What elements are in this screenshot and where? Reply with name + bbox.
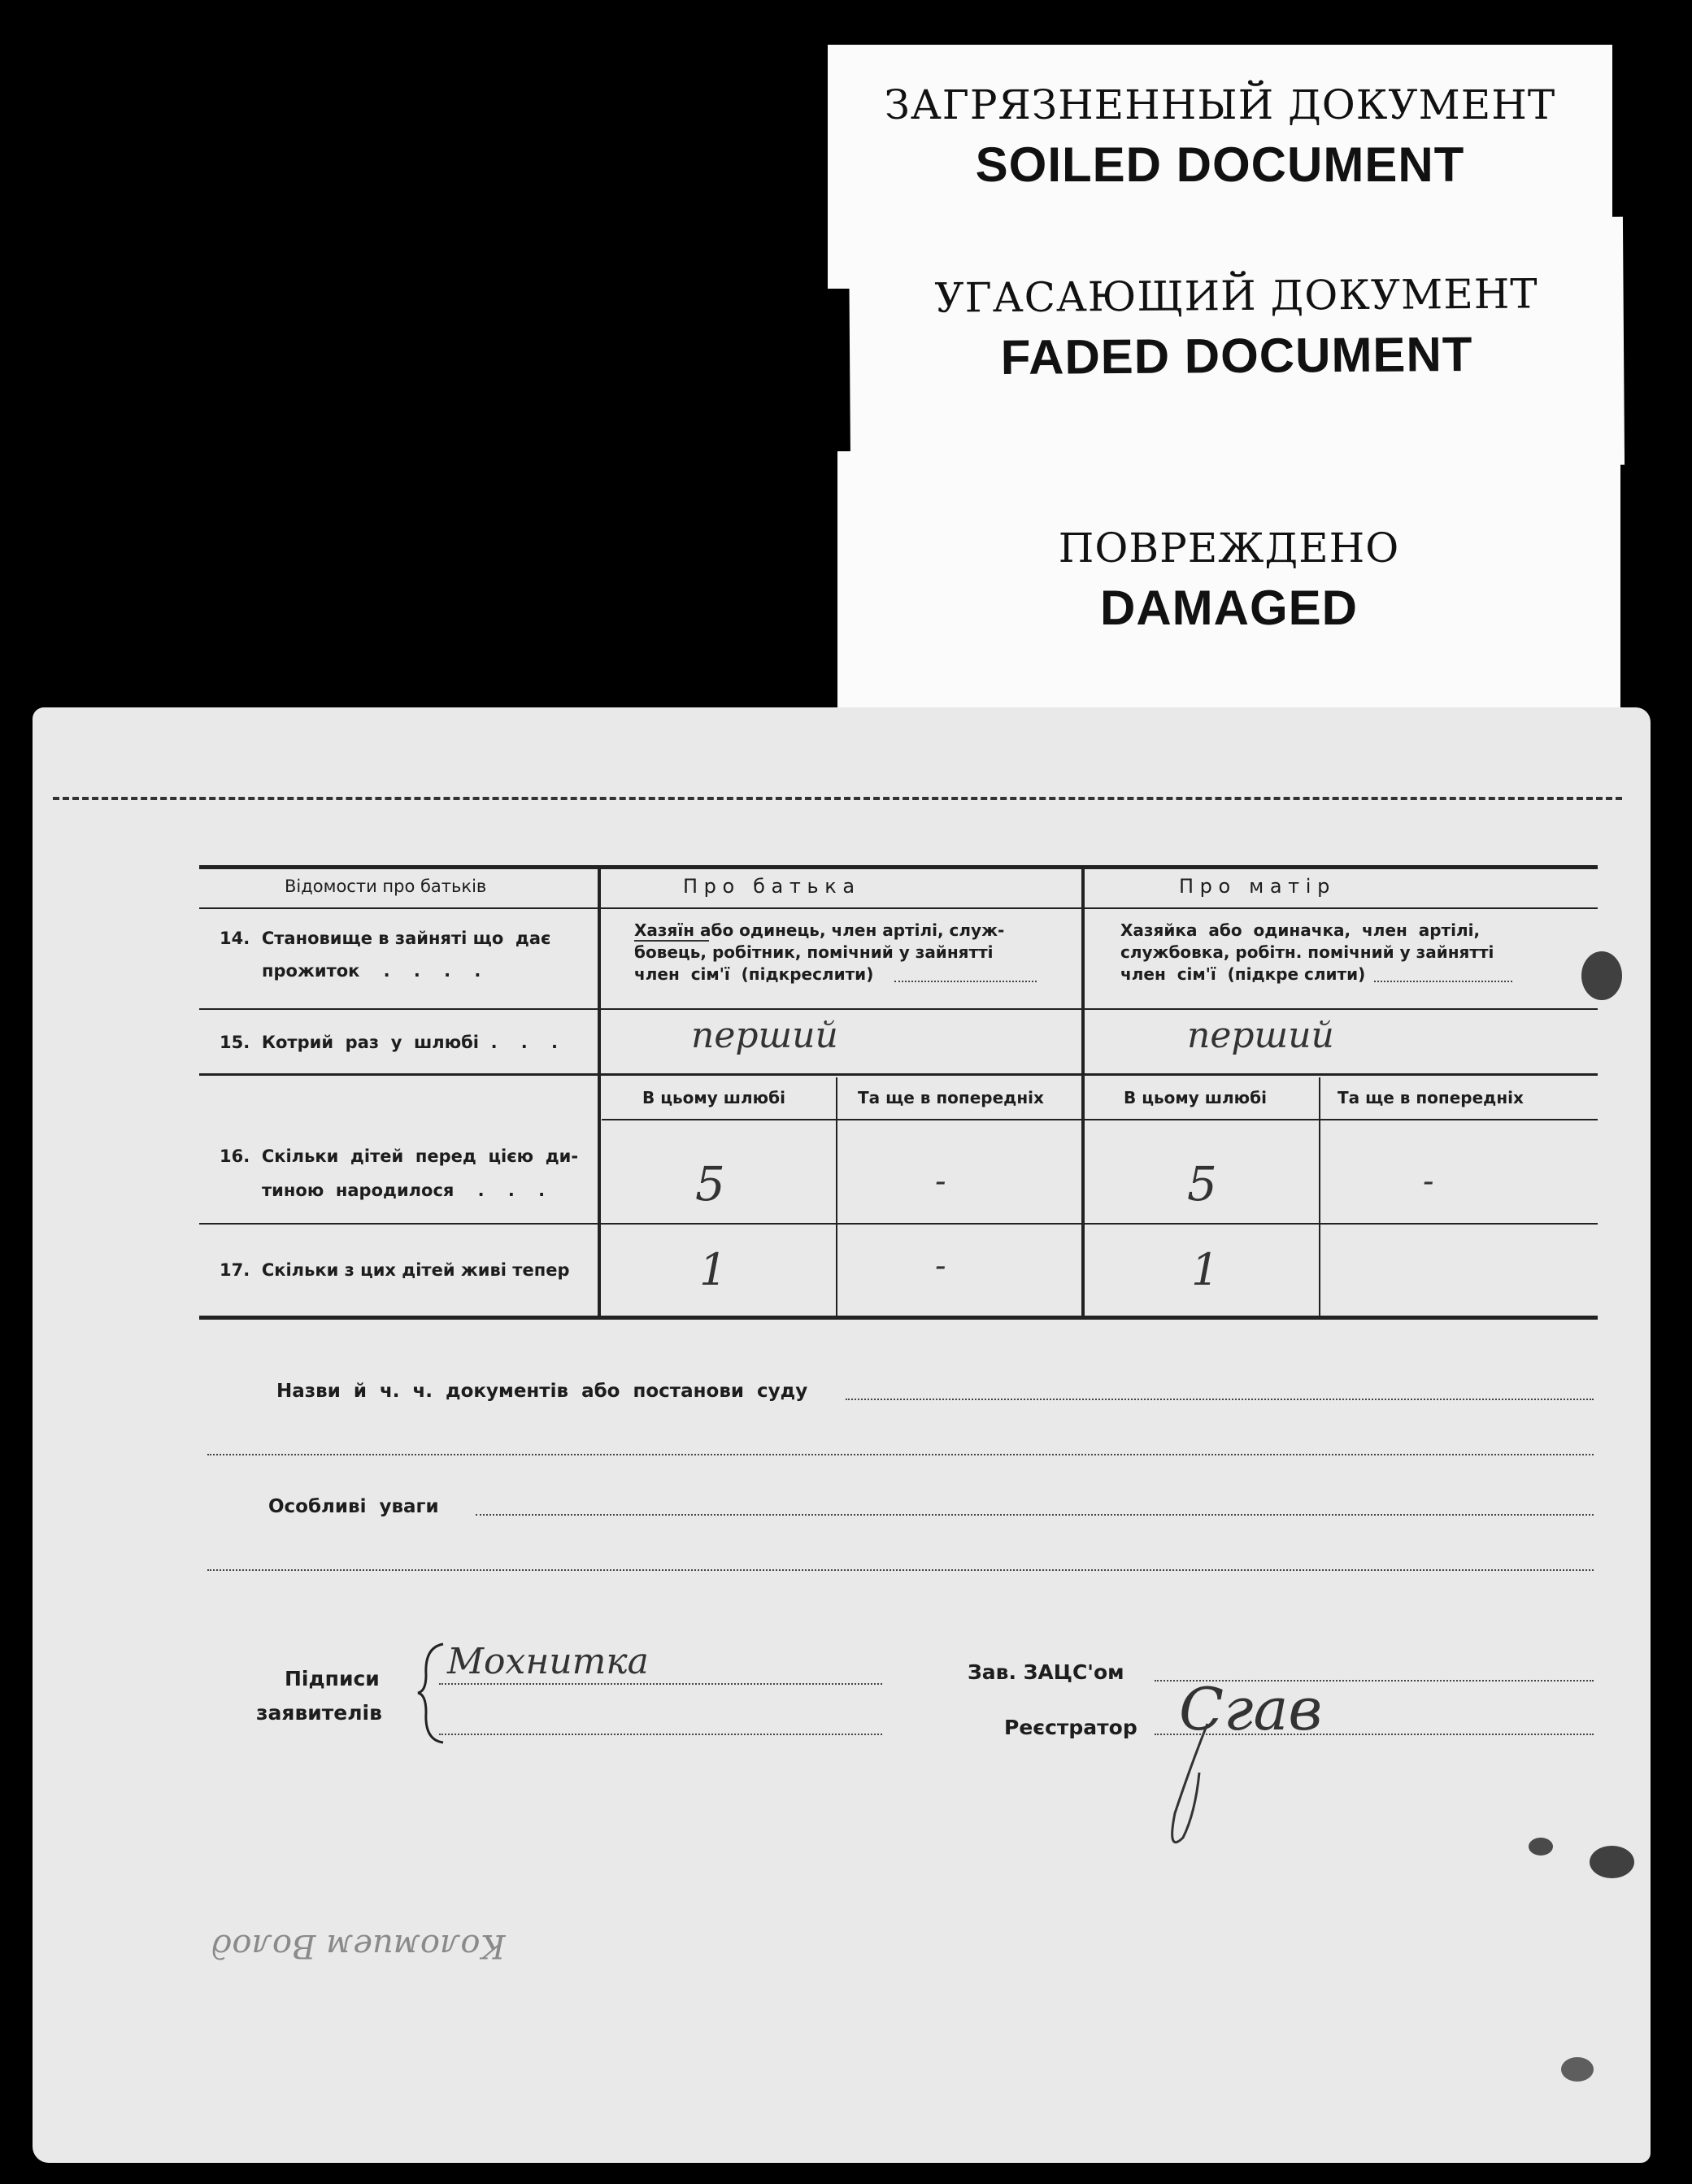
faded-label-ru: УГАСАЮЩИЙ ДОКУМЕНТ	[934, 270, 1538, 322]
documents-label: Назви й ч. ч. документів або постанови суду	[276, 1381, 808, 1402]
remarks-line-2	[207, 1569, 1594, 1571]
header-rule	[199, 907, 1598, 909]
signatures-brace	[415, 1642, 447, 1744]
faded-label-en: FADED DOCUMENT	[1000, 326, 1473, 385]
row14-father-dots	[894, 981, 1037, 982]
registration-form-sheet	[33, 707, 1651, 2163]
row15-mother-value: перший	[1187, 1015, 1334, 1056]
damage-stain	[1581, 951, 1622, 1000]
row14-label-line1: 14. Становище в зайняті що дає	[220, 929, 551, 948]
registrar-signature: Сгав	[1179, 1675, 1323, 1743]
damage-stain	[1590, 1846, 1634, 1878]
subheader-father-previous: Та ще в попередніх	[858, 1088, 1044, 1107]
row15-rule	[199, 1073, 1598, 1076]
row15-father-value: перший	[691, 1015, 838, 1056]
remarks-line-1	[476, 1514, 1594, 1516]
col-divider-mother	[1319, 1077, 1320, 1318]
row16-mother-prev: -	[1423, 1163, 1434, 1200]
header-mother: П р о м а т і р	[1179, 875, 1330, 898]
remarks-label: Особливі уваги	[268, 1496, 439, 1517]
underline-father-choice	[634, 940, 709, 942]
soiled-label-ru: ЗАГРЯЗНЕННЫЙ ДОКУМЕНТ	[884, 81, 1556, 128]
soiled-label-en: SOILED DOCUMENT	[975, 137, 1465, 192]
damaged-document-label	[837, 451, 1620, 711]
col-divider-1	[598, 867, 601, 1318]
col-divider-father	[836, 1077, 837, 1318]
perforation-line	[53, 797, 1622, 800]
row16-rule	[199, 1223, 1598, 1225]
row14-father-line3: член сім'ї (підкреслити)	[634, 964, 874, 984]
subheader-father-this: В цьому шлюбі	[642, 1088, 785, 1107]
row16-father-this: 5	[695, 1156, 725, 1212]
damaged-label-ru: ПОВРЕЖДЕНО	[1058, 524, 1400, 572]
applicant-signature: Мохнитка	[447, 1641, 649, 1682]
row14-mother-line3: член сім'ї (підкре слити)	[1120, 964, 1366, 984]
registrar-label: Реєстратор	[1004, 1716, 1137, 1739]
registrar-signature-flourish	[1159, 1716, 1224, 1862]
row14-father-line1: Хазяїн або одинець, член артілі, служ-	[634, 920, 1005, 940]
header-parents: Відомости про батьків	[285, 877, 487, 896]
row16-father-prev: -	[935, 1163, 946, 1200]
subheader-mother-this: В цьому шлюбі	[1124, 1088, 1267, 1107]
row16-label-line2: тиною народилося . . .	[262, 1181, 546, 1200]
row14-rule	[199, 1008, 1598, 1010]
signature-line-1	[439, 1683, 882, 1685]
table-top-rule	[199, 865, 1598, 869]
margin-note: Коломием Волод	[211, 1927, 506, 1964]
row17-mother-this: 1	[1191, 1244, 1220, 1295]
head-zags-label: Зав. ЗАЦС'ом	[968, 1660, 1124, 1684]
damage-stain	[1561, 2057, 1594, 2082]
row17-father-this: 1	[699, 1244, 728, 1295]
row14-father-line2: бовець, робітник, помічний у зайнятті	[634, 942, 994, 962]
row16-label-line1: 16. Скільки дітей перед цією ди-	[220, 1146, 579, 1166]
damaged-label-en: DAMAGED	[1100, 581, 1358, 635]
subheader-mother-previous: Та ще в попередніх	[1338, 1088, 1524, 1107]
damage-stain	[1529, 1838, 1553, 1856]
row16-mother-this: 5	[1187, 1156, 1217, 1212]
row14-label-line2: прожиток . . . .	[262, 961, 481, 981]
signature-line-2	[439, 1734, 882, 1735]
faded-document-label	[849, 217, 1625, 471]
documents-line-2	[207, 1454, 1594, 1455]
row17-label: 17. Скільки з цих дітей живі тепер	[220, 1260, 570, 1280]
table-bottom-rule	[199, 1316, 1598, 1320]
row14-mother-line2: службовка, робітн. помічний у зайнятті	[1120, 942, 1494, 962]
row14-mother-line1: Хазяйка або одиначка, член артілі,	[1120, 920, 1481, 940]
row15-label: 15. Котрий раз у шлюбі . . .	[220, 1033, 559, 1052]
header-father: П р о б а т ь к а	[683, 875, 855, 898]
subheader-rule	[602, 1119, 1598, 1120]
row17-father-prev: -	[935, 1247, 946, 1285]
col-divider-2	[1081, 867, 1085, 1318]
signatures-label-1: Підписи	[285, 1667, 380, 1690]
row14-mother-dots	[1374, 981, 1512, 982]
documents-line-1	[846, 1399, 1594, 1400]
signatures-label-2: заявителів	[256, 1701, 382, 1725]
